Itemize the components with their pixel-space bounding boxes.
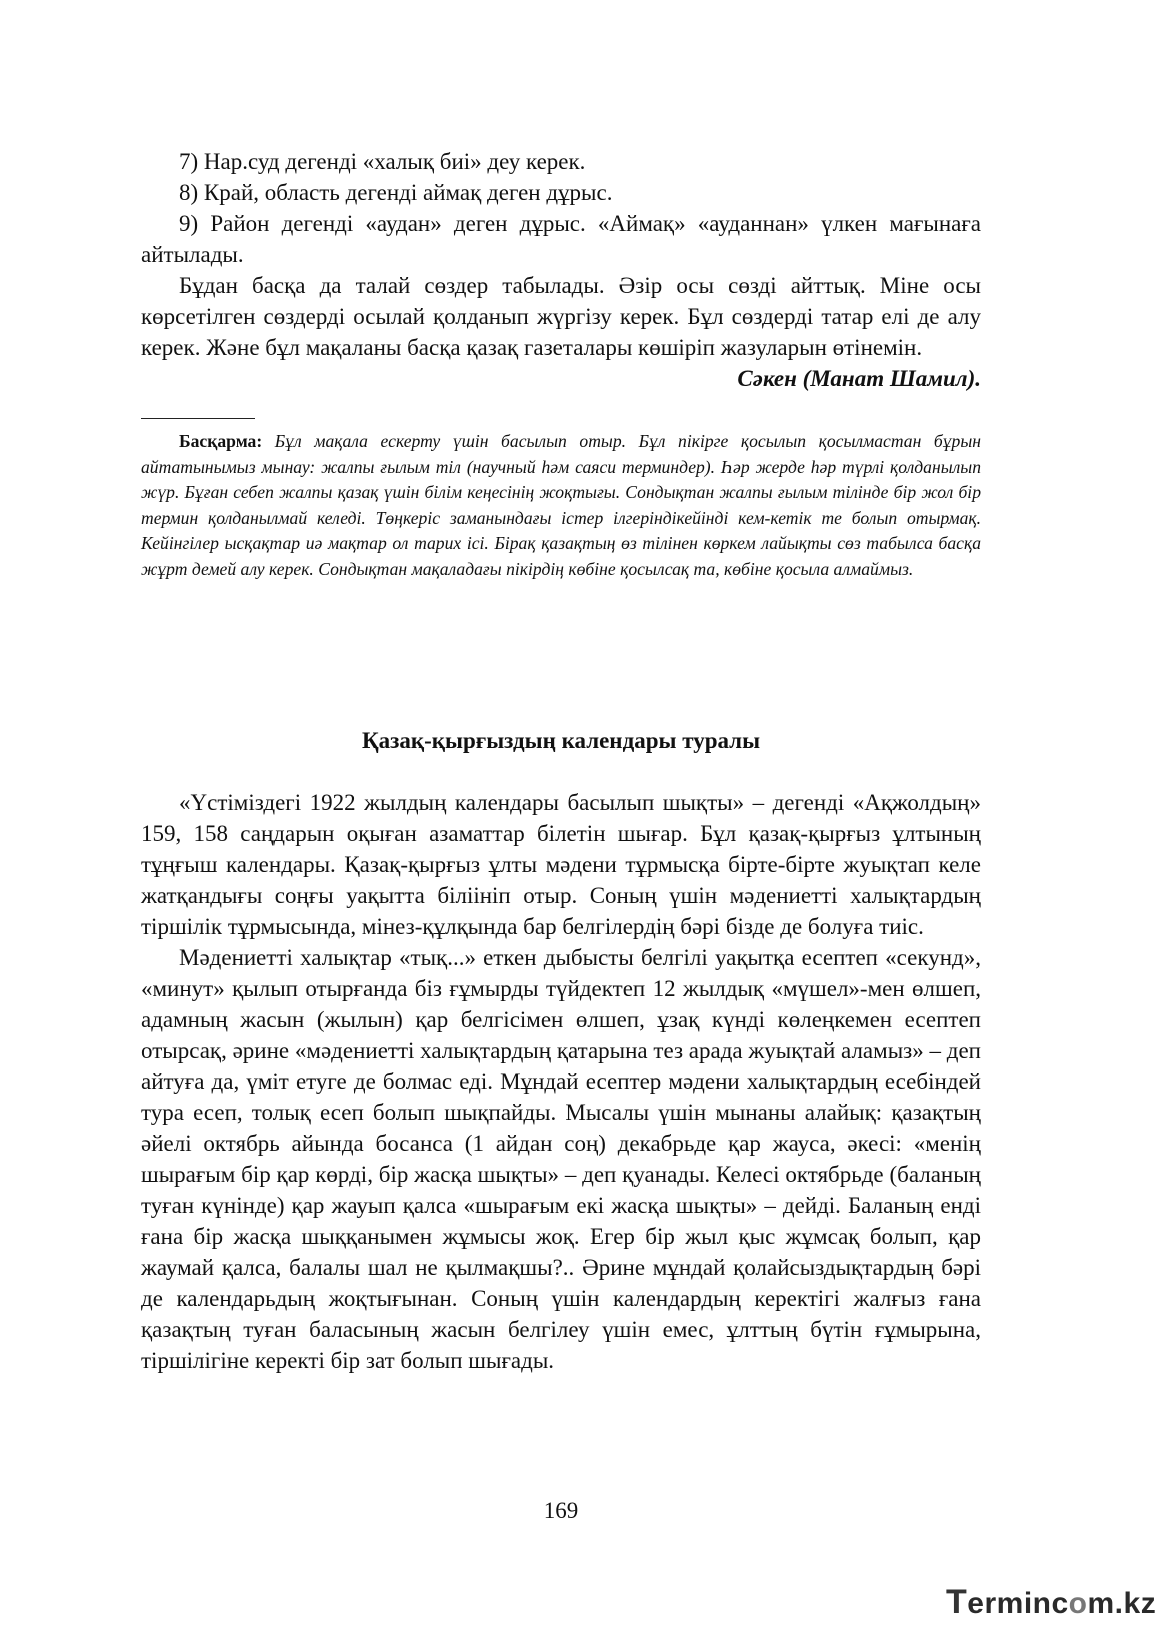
paragraph-item-9: 9) Район дегенді «аудан» деген дұрыс. «Аймақ» «ауданнан» үлкен мағынаға айтылады. xyxy=(141,211,981,267)
paragraph-conclusion: Бұдан басқа да талай сөздер табылады. Әзір осы сөзді айттық. Міне осы көрсетілген сөздерді осылай қолданып жүргізу керек. Бұл сөздерді татар елі де алу керек. Және бұл мақаланы басқа қазақ газеталары көшіріп жазуларын өтінемін. xyxy=(141,273,981,360)
article-body xyxy=(141,787,981,1376)
footnote-text: Бұл мақала ескерту үшін басылып отыр. Бұл пікірге қосылып қосылмастан бұрын айтатынымыз мынау: жалпы ғылым тіл (научный һәм саяси терминдер). Һәр жерде һәр түрлі қолданылып жүр. Бұған себеп жалпы қазақ үшін білім кеңесінің жоқтығы. Сондықтан жалпы ғылым тілінде бір жол бір термин қолданылмай келеді. Төңкеріс заманындағы істер ілгеріндікейінді кем-кетік те болып отырмақ. Кейінгілер ысқақтар иә мақтар ол тарих ісі. Бірақ қазақтың өз тілінен көркем лайықты сөз табылса басқа жұрт демей алу керек. Сондықтан мақаладағы пікірдің көбіне қосылсақ та, көбіне қосыла алмаймыз. xyxy=(141,431,981,579)
paragraph-item-7: 7) Нар.суд дегенді «халық биі» деу керек. xyxy=(179,149,586,174)
author-signature: Сәкен (Манат Шамил). xyxy=(737,366,981,391)
article-heading: Қазақ-қырғыздың календары туралы xyxy=(361,728,761,753)
footnote-label: Басқарма: xyxy=(179,431,263,451)
page-number: 169 xyxy=(543,1498,579,1523)
site-watermark-logo: Termincom.kz xyxy=(946,1583,1157,1621)
page-content xyxy=(141,146,981,1523)
article-paragraph: Мәдениетті халықтар «тық...» еткен дыбысты белгілі уақытқа есептеп «секунд», «минут» қылып отырғанда біз ғұмырды түйдектеп 12 жылдық «мүшел»-мен өлшеп, адамның жасын (жылын) қар белгісімен өлшеп, ұзақ күнді көлеңкемен есептеп отырсақ, әрине «мәдениетті халықтардың қатарына тез арада жуықтай аламыз» – деп айтуға да, үміт етуге де болмас еді. Мұндай есептер мәдени халықтардың есебіндей тура есеп, толық есеп болып шықпайды. Мысалы үшін мынаны алайық: қазақтың әйелі октябрь айында босанса (1 айдан соң) декабрьде қар жауса, әкесі: «менің шырағым бір қар көрді, бір жасқа шықты» – деп қуанады. Келесі октябрьде (баланың туған күнінде) қар жауып қалса «шырағым екі жасқа шықты» – дейді. Баланың енді ғана бір жасқа шыққанымен жұмысы жоқ. Егер бір жыл қыс жұмсақ болып, қар жаумай қалса, балалы шал не қылмақшы?.. Әрине мұндай қолайсыздықтардың бәрі де календарьдың жоқтығынан. Соның үшін календардың керектігі жалғыз ғана қазақтың туған баласының жасын белгілеу үшін емес, ұлттың бүтін ғұмырына, тіршілігіне керекті бір зат болып шығады. xyxy=(141,945,981,1373)
article-paragraph: «Үстіміздегі 1922 жылдың календары басылып шықты» – дегенді «Ақжолдың» 159, 158 саңдарын оқыған азаматтар білетін шығар. Бұл қазақ-қырғыз ұлтының тұңғыш календары. Қазақ-қырғыз ұлты мәдени тұрмысқа бірте-бірте жуықтап келе жатқандығы соңғы уақытта біліініп отыр. Соның үшін мәдениетті халықтардың тіршілік тұрмысында, мінез-құлқында бар белгілердің бәрі бізде де болуға тиіс. xyxy=(141,790,981,939)
paragraph-item-8: 8) Край, область дегенді аймақ деген дұрыс. xyxy=(179,180,613,205)
editorial-footnote xyxy=(141,429,981,582)
footnote-divider xyxy=(141,418,255,419)
